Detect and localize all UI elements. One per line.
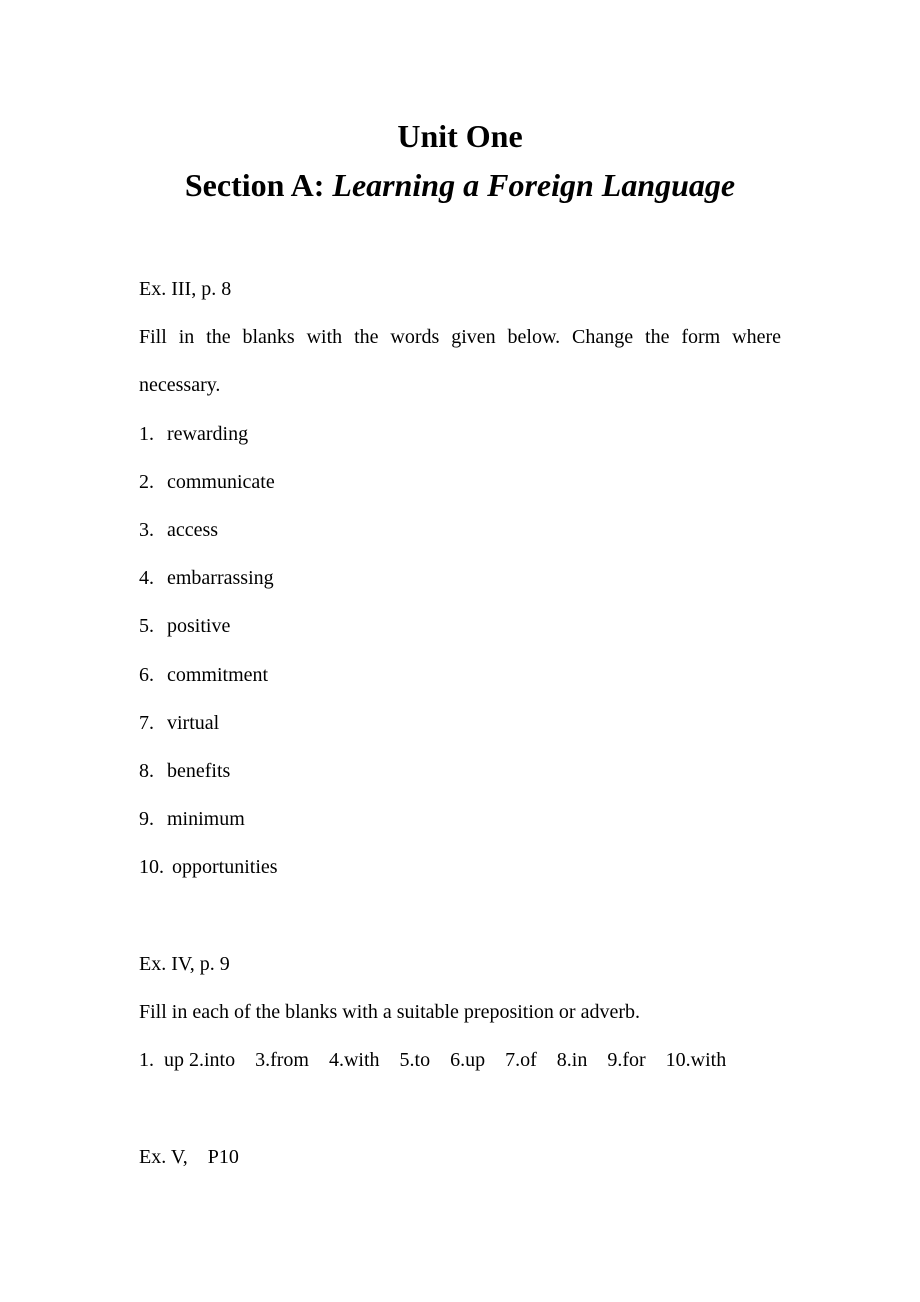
list-item: 6. commitment xyxy=(139,663,269,686)
list-item: 3. access xyxy=(139,519,219,542)
list-item: 1. rewarding xyxy=(139,422,249,445)
ex4-answers: 1. up 2.into 3.from 4.with 5.to 6.up 7.of 8.in 9.for 10.with xyxy=(139,1049,727,1072)
document-body xyxy=(139,265,781,1181)
list-item: 4. embarrassing xyxy=(139,567,274,590)
spacer xyxy=(139,892,781,940)
ex4-instruction: Fill in each of the blanks with a suitable preposition or adverb. xyxy=(139,1001,640,1024)
ex3-word-list xyxy=(139,410,781,892)
list-item: 2. communicate xyxy=(139,470,275,493)
spacer xyxy=(139,1084,781,1132)
section-name: Learning a Foreign Language xyxy=(332,167,736,203)
section-prefix: Section A: xyxy=(184,167,325,203)
ex4-label: Ex. IV, p. 9 xyxy=(139,952,230,975)
ex3-label: Ex. III, p. 8 xyxy=(139,278,232,300)
list-item: 5. positive xyxy=(139,615,231,638)
unit-title: Unit One xyxy=(397,118,523,154)
list-item: 10. opportunities xyxy=(139,856,278,879)
ex5-label: Ex. V, P10 xyxy=(139,1145,239,1168)
list-item: 9. minimum xyxy=(139,808,245,831)
list-item: 8. benefits xyxy=(139,760,231,783)
section-title xyxy=(0,167,920,203)
ex3-instruction: Fill in the blanks with the words given below. Change the form where necessary. xyxy=(139,326,781,397)
list-item: 7. virtual xyxy=(139,711,220,734)
